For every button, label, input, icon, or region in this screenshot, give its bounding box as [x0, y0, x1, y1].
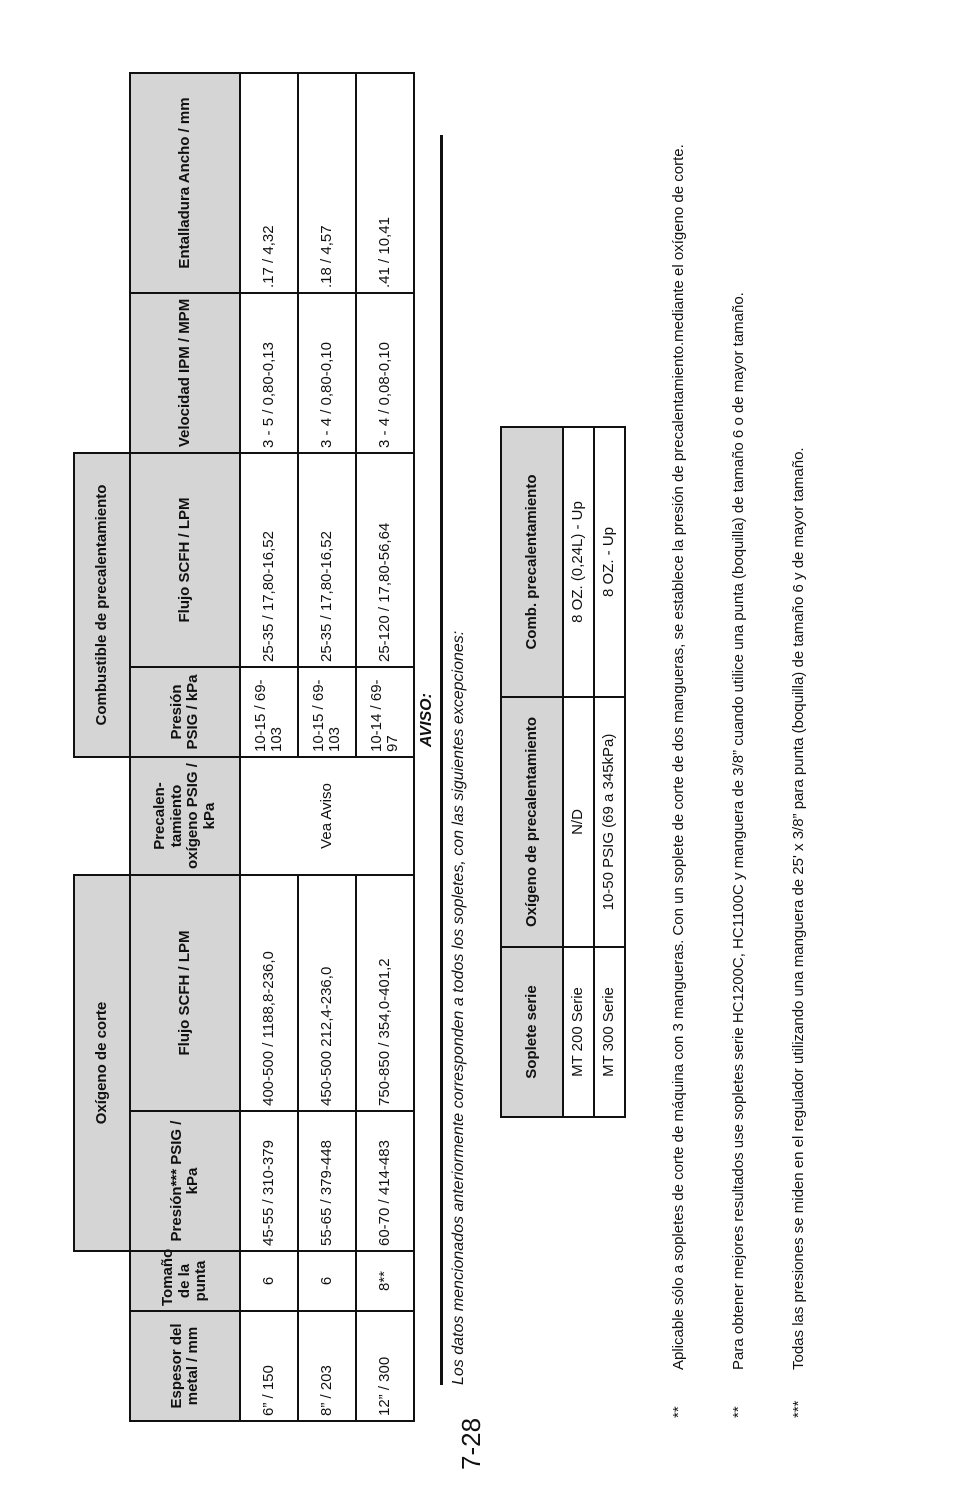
table-row: [298, 73, 356, 1421]
cell-tamano: 8**: [356, 1251, 414, 1311]
blank-header-precal: [74, 757, 130, 875]
header-presion-comb: Presión PSIG / kPa: [130, 667, 240, 757]
cell-oxigeno: N/D: [563, 697, 594, 947]
table-row: [594, 427, 625, 1117]
cell-espesor: 8” / 203: [298, 1311, 356, 1421]
footnote: [730, 120, 748, 1418]
header-precal-oxigeno: Precalen- tamiento oxígeno PSIG / kPa: [130, 757, 240, 875]
cell-tamano: 6: [240, 1251, 298, 1311]
footnote-mark: **: [670, 1406, 687, 1418]
footnote-mark: **: [730, 1406, 747, 1418]
cell-presion-comb: 10-14 / 69-97: [356, 667, 414, 757]
cell-velocidad: 3 - 4 / 0,08-0,10: [356, 293, 414, 453]
cell-entalladura: .17 / 4,32: [240, 73, 298, 293]
cell-flujo-corte: 400-500 / 1188,8-236,0: [240, 875, 298, 1111]
footnote: [790, 120, 808, 1418]
footnote-text: Para obtener mejores resultados use sopletes serie HC1200C, HC1100C y manguera de 3/8” cuando utilice una punta (boquilla) de tamaño 6 o de mayor tamaño.: [730, 292, 747, 1370]
cell-presion-corte: 60-70 / 414-483: [356, 1111, 414, 1251]
header-soplete-serie: Soplete serie: [501, 947, 563, 1117]
cell-presion-corte: 45-55 / 310-379: [240, 1111, 298, 1251]
cell-presion-comb: 10-15 / 69-103: [298, 667, 356, 757]
header-presion-corte: Presión*** PSIG / kPa: [130, 1111, 240, 1251]
cell-entalladura: .18 / 4,57: [298, 73, 356, 293]
cutting-parameters-table: [73, 72, 415, 1422]
header-tamano: Tomaño de la punta: [130, 1251, 240, 1311]
blank-header: [74, 1251, 130, 1421]
cell-flujo-corte: 750-850 / 354,0-401,2: [356, 875, 414, 1111]
header-entalladura: Entalladura Ancho / mm: [130, 73, 240, 293]
aviso-title: AVISO:: [418, 693, 435, 747]
cell-espesor: 6” / 150: [240, 1311, 298, 1421]
exceptions-table: [500, 426, 626, 1118]
cell-comb: 8 OZ. (0,24L) - Up: [563, 427, 594, 697]
cell-flujo-comb: 25-120 / 17,80-56,64: [356, 453, 414, 667]
table-row: [356, 73, 414, 1421]
cell-velocidad: 3 - 5 / 0,80-0,13: [240, 293, 298, 453]
group-header-combustible: Combustible de precalentamiento: [74, 453, 130, 757]
header-comb-precal: Comb. precalentamiento: [501, 427, 563, 697]
cell-flujo-corte: 450-500 212,4-236,0: [298, 875, 356, 1111]
footnote-mark: ***: [790, 1400, 807, 1418]
cell-espesor: 12” / 300: [356, 1311, 414, 1421]
aviso-divider: [440, 135, 443, 1385]
header-velocidad: Velocidad IPM / MPM: [130, 293, 240, 453]
cell-serie: MT 200 Serie: [563, 947, 594, 1117]
header-oxigeno-precal: Oxígeno de precalentamiento: [501, 697, 563, 947]
cell-presion-comb: 10-15 / 69-103: [240, 667, 298, 757]
page-number: 7-28: [456, 1417, 486, 1470]
table-row: [563, 427, 594, 1117]
cell-flujo-comb: 25-35 / 17,80-16,52: [298, 453, 356, 667]
cell-serie: MT 300 Serie: [594, 947, 625, 1117]
table-row: [240, 73, 298, 1421]
group-header-oxigeno-corte: Oxígeno de corte: [74, 875, 130, 1251]
cell-precal-vea-aviso: Vea Aviso: [240, 757, 414, 875]
cell-entalladura: .41 / 10,41: [356, 73, 414, 293]
aviso-text: Los datos mencionados anteriormente corresponden a todos los sopletes, con las siguientes excepciones:: [450, 630, 467, 1385]
cell-flujo-comb: 25-35 / 17,80-16,52: [240, 453, 298, 667]
header-flujo-comb: Flujo SCFH / LPM: [130, 453, 240, 667]
cell-tamano: 6: [298, 1251, 356, 1311]
footnote-text: Aplicable sólo a sopletes de corte de máquina con 3 mangueras. Con un soplete de corte de dos mangueras, se establece la presión de precalentamiento.mediante el oxígeno de corte.: [670, 144, 687, 1370]
cell-velocidad: 3 - 4 / 0,80-0,10: [298, 293, 356, 453]
header-flujo-corte: Flujo SCFH / LPM: [130, 875, 240, 1111]
footnote-text: Todas las presiones se miden en el regulador utilizando una manguera de 25' x 3/8” para punta (boquilla) de tamaño 6 y de mayor tamaño.: [790, 447, 807, 1370]
blank-header-end: [74, 73, 130, 453]
cell-presion-corte: 55-65 / 379-448: [298, 1111, 356, 1251]
cell-comb: 8 OZ. - Up: [594, 427, 625, 697]
footnote: [670, 120, 688, 1418]
cell-oxigeno: 10-50 PSIG (69 a 345kPa): [594, 697, 625, 947]
header-espesor: Espesor del metal / mm: [130, 1311, 240, 1421]
